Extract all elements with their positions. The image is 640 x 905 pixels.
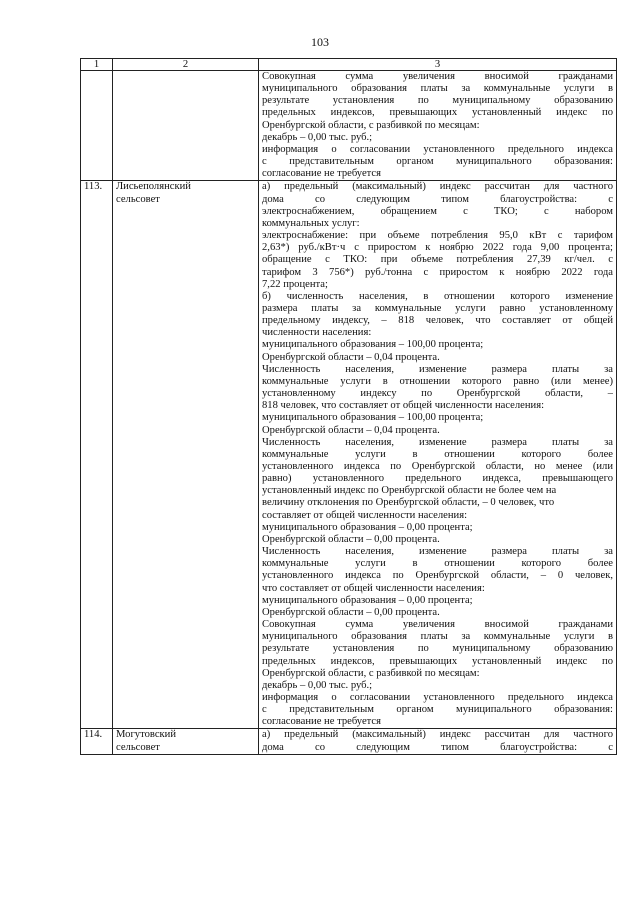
row-number [81, 71, 113, 181]
text-line: Численность населения, изменение размера платы за [262, 436, 613, 448]
row-number: 113. [81, 181, 113, 729]
text-line: коммунальные услуги в отношении которого равно (или менее) [262, 375, 613, 387]
municipality-name [113, 71, 259, 181]
text-line: декабрь – 0,00 тыс. руб.; [262, 679, 373, 691]
text-line: согласование не требуется [262, 168, 382, 180]
text-line: муниципального образования платы за коммунальные услуги в [262, 631, 613, 643]
text-line: дома со следующим типом благоустройства: с [262, 741, 613, 753]
text-line: коммунальные услуги в отношении которого более [262, 448, 613, 460]
text-line: коммунальные услуги в отношении которого более [262, 558, 613, 570]
municipality-name-line: Лисьеполянский [116, 181, 191, 193]
text-line: информация о согласовании установленного предельного индекса [262, 143, 613, 155]
text-line: установленному индексу по Оренбургской области, – [262, 388, 613, 400]
text-line: Численность населения, изменение размера платы за [262, 546, 613, 558]
text-line: равно) установленного предельного индекса, превышающего [262, 473, 613, 485]
text-line: Совокупная сумма увеличения вносимой гражданами [262, 619, 613, 631]
text-line: информация о согласовании установленного предельного индекса [262, 691, 613, 703]
text-line: с представительным органом муниципального образования: [262, 704, 613, 716]
table-row [81, 71, 617, 181]
text-line: Оренбургской области – 0,04 процента. [262, 351, 440, 363]
text-line: муниципального образования – 100,00 процента; [262, 339, 484, 351]
municipality-name [113, 729, 259, 754]
table-body [81, 59, 617, 755]
text-line: Оренбургской области – 0,00 процента. [262, 533, 440, 545]
text-line: коммунальных услуг: [262, 217, 360, 229]
text-line: что составляет от общей численности населения: [262, 582, 485, 594]
text-line: электроснабжение: при объеме потребления 95,0 кВт с тарифом [262, 230, 613, 242]
municipality-name [113, 181, 259, 729]
municipality-name-line: сельсовет [116, 193, 160, 205]
text-line: тарифом 3 756*) руб./тонна с приростом к ноябрю 2022 года [262, 266, 613, 278]
text-line: численности населения: [262, 327, 372, 339]
text-line: 2,63*) руб./кВт·ч с приростом к ноябрю 2022 года 9,00 процента; [262, 242, 613, 254]
text-line: установленного индекса по Оренбургской области, но менее (или [262, 461, 613, 472]
text-line: Совокупная сумма увеличения вносимой гражданами [262, 71, 613, 82]
table-row [81, 181, 617, 729]
text-line: установленного индекса по Оренбургской области, – 0 человек, [262, 570, 613, 582]
page-number: 103 [311, 35, 329, 49]
text-line: Оренбургской области – 0,00 процента. [262, 606, 440, 618]
text-line: размера платы за коммунальные услуги равно установленному [262, 302, 613, 314]
text-line: обращение с ТКО: при объеме потребления 27,39 кг/чел. с [262, 254, 613, 266]
text-line: 818 человек, что составляет от общей численности населения: [262, 400, 545, 412]
text-line: результате установления по муниципальному образованию [262, 643, 613, 655]
text-line: согласование не требуется [262, 716, 382, 728]
text-line: величину отклонения по Оренбургской области, – 0 человек, что [262, 497, 555, 509]
text-line: муниципального образования платы за коммунальные услуги в [262, 83, 613, 95]
text-line: предельных индексов, превышающих установленный индекс по [262, 655, 613, 667]
text-line: муниципального образования – 0,00 процента; [262, 521, 473, 533]
text-line: Оренбургской области, с разбивкой по месяцам: [262, 667, 480, 679]
text-line: предельному индексу, – 818 человек, что составляет от общей [262, 315, 613, 327]
table-row [81, 729, 617, 754]
header-col-3: 3 [259, 59, 617, 71]
description-cell [259, 71, 617, 181]
text-line: электроснабжением, обращением с ТКО; с набором [262, 205, 613, 217]
text-line: результате установления по муниципальному образованию [262, 95, 613, 107]
description-cell [259, 181, 617, 729]
text-line: дома со следующим типом благоустройства: с [262, 193, 613, 205]
text-line: а) предельный (максимальный) индекс рассчитан для частного [262, 729, 613, 741]
text-line: 7,22 процента; [262, 278, 328, 290]
municipality-name-line: сельсовет [116, 741, 160, 753]
row-number: 114. [81, 729, 113, 754]
text-line: с представительным органом муниципального образования: [262, 156, 613, 168]
header-col-2: 2 [113, 59, 259, 71]
text-line: Оренбургской области, с разбивкой по месяцам: [262, 119, 480, 131]
text-line: предельных индексов, превышающих установленный индекс по [262, 107, 613, 119]
text-line: муниципального образования – 100,00 процента; [262, 412, 484, 424]
text-line: Оренбургской области – 0,04 процента. [262, 424, 440, 436]
municipality-name-line: Могутовский [116, 729, 177, 741]
text-line: установленный индекс по Оренбургской области не более чем на [262, 485, 557, 497]
table-header-row [81, 59, 617, 71]
text-line: а) предельный (максимальный) индекс рассчитан для частного [262, 181, 613, 193]
document-table [80, 58, 617, 755]
text-line: муниципального образования – 0,00 процента; [262, 594, 473, 606]
text-line: Численность населения, изменение размера платы за [262, 363, 613, 375]
text-line: составляет от общей численности населения: [262, 509, 468, 521]
header-col-1: 1 [81, 59, 113, 71]
description-cell [259, 729, 617, 754]
text-line: декабрь – 0,00 тыс. руб.; [262, 131, 373, 143]
text-line: б) численность населения, в отношении которого изменение [262, 290, 613, 302]
